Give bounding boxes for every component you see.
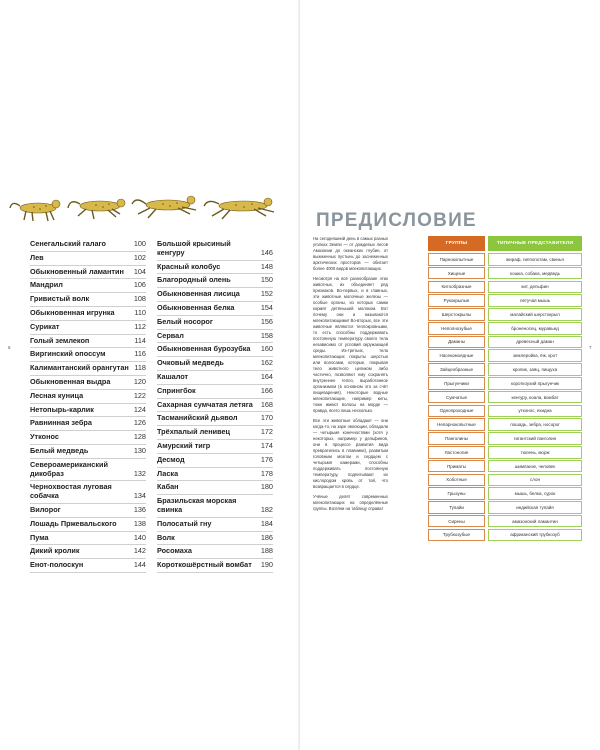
toc-entry	[30, 238, 146, 252]
toc-entry	[30, 417, 146, 431]
table-row	[428, 253, 582, 266]
toc-entry	[157, 238, 273, 261]
toc-entry	[157, 426, 273, 440]
toc-entry-name: Обыкновенная белка	[157, 302, 235, 312]
table-row	[428, 418, 582, 431]
toc-entry-name: Обыкновенная лисица	[157, 289, 240, 299]
toc-entry-page: 178	[260, 468, 273, 478]
representatives-cell: индийская тупайя	[488, 501, 582, 514]
toc-entry-page: 190	[260, 560, 273, 570]
toc-entry	[30, 532, 146, 546]
intro-paragraph: Все эти животные обладают — они когда-то, на заре эволюции, обладали — четырьмя конечностями (хотя у некоторых, например у дельфинов, они в процессе развития вида превратились в плавники), развитым головным мозгом и сердцем с четырьмя камерами, способны поддерживать постоянную температуру, подпитывают их кислородом кровь от той, что возвращается в сердце.	[313, 418, 388, 489]
group-cell: Панголины	[428, 432, 485, 445]
table-row	[428, 377, 582, 390]
representatives-cell: броненосец, муравьед	[488, 322, 582, 335]
toc-entry-page: 182	[260, 504, 273, 514]
table-row	[428, 515, 582, 528]
toc-entry-name: Тасманийский дьявол	[157, 413, 238, 423]
toc-entry	[157, 440, 273, 454]
group-cell: Прыгунчики	[428, 377, 485, 390]
group-cell: Хищные	[428, 267, 485, 280]
toc-entry-name: Красный колобус	[157, 261, 221, 271]
toc-entry	[157, 399, 273, 413]
header-representatives: ТИПИЧНЫЕ ПРЕДСТАВИТЕЛИ	[488, 236, 582, 251]
toc-entry-name: Пума	[30, 532, 49, 542]
toc-entry-page: 136	[133, 504, 146, 514]
toc-entry-page: 138	[133, 518, 146, 528]
toc-entry	[30, 335, 146, 349]
page-number-left: 6	[8, 345, 11, 350]
representatives-cell: кролик, заяц, пищуха	[488, 363, 582, 376]
toc-entry-page: 132	[133, 468, 146, 478]
cheetah-illustrations	[8, 186, 293, 226]
groups-table	[428, 236, 582, 542]
toc-entry-page: 122	[133, 390, 146, 400]
table-row	[428, 363, 582, 376]
toc-entry-page: 144	[133, 560, 146, 570]
representatives-cell: кошка, собака, медведь	[488, 267, 582, 280]
toc-entry	[30, 307, 146, 321]
table-row	[428, 432, 582, 445]
toc-entry	[157, 481, 273, 495]
table-row	[428, 294, 582, 307]
representatives-cell: землеройка, ёж, крот	[488, 349, 582, 362]
toc-entry-page: 126	[133, 418, 146, 428]
toc-entry	[30, 504, 146, 518]
toc-entry-page: 170	[260, 413, 273, 423]
representatives-cell: жираф, гиппопотам, свинья	[488, 253, 582, 266]
toc-entry-page: 180	[260, 482, 273, 492]
toc-entry	[30, 545, 146, 559]
toc-entry	[157, 454, 273, 468]
toc-entry-name: Благородный олень	[157, 275, 231, 285]
toc-entry-name: Гривистый волк	[30, 294, 90, 304]
toc-entry	[30, 321, 146, 335]
toc-entry-page: 166	[260, 385, 273, 395]
toc-entry	[30, 518, 146, 532]
representatives-cell: летучая мышь	[488, 294, 582, 307]
header-groups: ГРУППЫ	[428, 236, 485, 251]
table-row	[428, 308, 582, 321]
table-row	[428, 460, 582, 473]
table-row	[428, 336, 582, 349]
table-row	[428, 349, 582, 362]
intro-text	[313, 236, 388, 516]
table-row	[428, 322, 582, 335]
toc-entry-page: 120	[133, 376, 146, 386]
representatives-cell: мышь, белка, сурок	[488, 487, 582, 500]
toc-entry-page: 140	[133, 532, 146, 542]
group-cell: Неполнозубые	[428, 322, 485, 335]
group-cell: Сумчатые	[428, 391, 485, 404]
toc-entry-page: 110	[134, 307, 146, 317]
toc-entry	[157, 330, 273, 344]
group-cell: Ластоногие	[428, 446, 485, 459]
group-cell: Приматы	[428, 460, 485, 473]
toc-entry	[30, 348, 146, 362]
toc-entry-page: 114	[134, 335, 146, 345]
representatives-cell: кит, дельфин	[488, 281, 582, 294]
group-cell: Китообразные	[428, 281, 485, 294]
toc-entry-name: Волк	[157, 532, 175, 542]
toc-entry-page: 108	[133, 294, 146, 304]
toc-column-2	[157, 238, 273, 573]
table-row	[428, 281, 582, 294]
toc-entry-name: Обыкновенный ламантин	[30, 266, 124, 276]
page-number-right: 7	[589, 345, 592, 350]
toc-entry-name: Обыкновенная бурозубка	[157, 344, 251, 354]
toc-entry-page: 116	[134, 349, 146, 359]
toc-entry-name: Обыкновенная игрунка	[30, 307, 115, 317]
group-cell: Зайцеобразные	[428, 363, 485, 376]
representatives-cell: короткоухий прыгунчик	[488, 377, 582, 390]
toc-entry	[157, 532, 273, 546]
group-cell: Шерстокрылы	[428, 308, 485, 321]
toc-entry-name: Большой крысиный кенгуру	[157, 239, 231, 257]
toc-entry-page: 152	[260, 289, 273, 299]
toc-entry-name: Белый носорог	[157, 316, 213, 326]
toc-entry	[157, 261, 273, 275]
toc-entry-page: 184	[260, 518, 273, 528]
toc-entry-name: Сурикат	[30, 321, 60, 331]
table-row	[428, 501, 582, 514]
toc-entry-name: Росомаха	[157, 546, 192, 556]
toc-entry	[157, 545, 273, 559]
toc-entry-name: Бразильская морская свинка	[157, 496, 237, 514]
toc-entry-name: Виргинский опоссум	[30, 349, 106, 359]
representatives-cell: утконос, ехидна	[488, 405, 582, 418]
toc-entry-page: 150	[260, 275, 273, 285]
toc-entry-name: Короткошёрстный вомбат	[157, 560, 252, 570]
group-cell: Хоботные	[428, 474, 485, 487]
toc-entry	[30, 266, 146, 280]
toc-entry	[157, 302, 273, 316]
toc-entry-page: 106	[133, 280, 146, 290]
toc-entry-name: Енот-полоскун	[30, 560, 84, 570]
table-body	[428, 253, 582, 541]
toc-entry-name: Равнинная зебра	[30, 418, 92, 428]
toc-entry-name: Чернохвостая луговая собачка	[30, 482, 112, 501]
toc-entry-page: 102	[133, 252, 146, 262]
toc-entry-name: Утконос	[30, 432, 59, 442]
group-cell: Рукокрылые	[428, 294, 485, 307]
toc-entry-name: Лошадь Пржевальского	[30, 518, 117, 528]
intro-paragraph: На сегодняшний день в самых разных уголках Земли — от дождевых лесов Амазонии до океанских глубин, от выжженных пустынь до заснеженных арктических просторов — обитает более 4000 видов млекопитающих.	[313, 236, 388, 271]
toc-entry-name: Североамериканский дикобраз	[30, 459, 108, 478]
toc-entry-name: Нетопырь-карлик	[30, 404, 94, 414]
representatives-cell: слон	[488, 474, 582, 487]
toc-entry-page: 176	[260, 454, 273, 464]
toc-column-1	[30, 238, 146, 573]
toc-entry-name: Полосатый гну	[157, 518, 212, 528]
representatives-cell: шимпанзе, человек	[488, 460, 582, 473]
toc-entry	[30, 404, 146, 418]
toc-entry	[157, 316, 273, 330]
toc-entry	[30, 481, 146, 504]
group-cell: Однопроходные	[428, 405, 485, 418]
toc-entry	[157, 412, 273, 426]
table-row	[428, 267, 582, 280]
toc-entry-page: 160	[260, 344, 273, 354]
toc-entry-name: Голый землекоп	[30, 335, 90, 345]
group-cell: Тупайи	[428, 501, 485, 514]
toc-entry-name: Ласка	[157, 468, 179, 478]
toc-entry-page: 162	[260, 358, 273, 368]
representatives-cell: гигантский панголин	[488, 432, 582, 445]
representatives-cell: лошадь, зебра, носорог	[488, 418, 582, 431]
toc-entry-name: Дикий кролик	[30, 546, 80, 556]
toc-entry	[30, 376, 146, 390]
toc-entry	[30, 559, 146, 573]
toc-entry-page: 158	[260, 330, 273, 340]
toc-entry	[157, 385, 273, 399]
toc-entry-name: Кабан	[157, 482, 179, 492]
toc-entry-name: Амурский тигр	[157, 440, 211, 450]
toc-entry-page: 168	[260, 399, 273, 409]
toc-entry	[157, 343, 273, 357]
representatives-cell: малайский шерстокрыл	[488, 308, 582, 321]
toc-entry	[30, 445, 146, 459]
table-row	[428, 446, 582, 459]
group-cell: Непарнокопытные	[428, 418, 485, 431]
toc-entry	[30, 252, 146, 266]
toc-entry	[157, 371, 273, 385]
toc-entry	[157, 288, 273, 302]
intro-paragraph: Учёные делят современных млекопитающих на определённые группы. Взгляни на таблицу справа!	[313, 494, 388, 511]
toc-entry	[30, 390, 146, 404]
toc-entry-name: Сенегальский галаго	[30, 239, 106, 248]
representatives-cell: кенгуру, коала, вомбат	[488, 391, 582, 404]
toc-entry-page: 146	[260, 247, 273, 257]
toc-entry-page: 156	[260, 316, 273, 326]
right-page	[300, 0, 600, 750]
representatives-cell: тюлень, морж	[488, 446, 582, 459]
toc-entry	[157, 357, 273, 371]
toc-entry	[157, 559, 273, 573]
toc-entry	[157, 468, 273, 482]
toc-entry-page: 174	[260, 440, 273, 450]
toc-entry	[30, 459, 146, 482]
page-title: ПРЕДИСЛОВИЕ	[316, 210, 477, 231]
toc-entry-page: 130	[133, 445, 146, 455]
toc-entry-page: 100	[133, 239, 146, 248]
toc-entry-page: 118	[134, 363, 146, 373]
group-cell: Даманы	[428, 336, 485, 349]
toc-entry-name: Лев	[30, 252, 44, 262]
toc-entry	[30, 279, 146, 293]
toc-entry-page: 164	[260, 371, 273, 381]
toc-entry-name: Очковый медведь	[157, 358, 224, 368]
toc-entry-page: 134	[133, 491, 146, 501]
toc-entry-name: Обыкновенная выдра	[30, 376, 111, 386]
table-row	[428, 474, 582, 487]
intro-paragraph: Несмотря на всё разнообразие этих животных, их объединяет ряд признаков. Во-первых, и в главных, эти животные молочные железы — особые органы, из которых самки кормят детёнышей молоком. Вот почему они и называются млекопитающими! Во-вторых, все эти животные являются теплокровными, то есть способны поддерживать постоянную температуру своего тела независимо от условий окружающей среды. Из-третьих, тела млекопитающих покрыты шерстью или волосами, которые, покрывая тело животного целиком либо частично, позволяют ему сохранять внутреннее тепло, выработанное организмом (в основном это за счёт пищеварения). Некоторые водные млекопитающие, например киты, тоже имеют волосы на морде — правда, всего лишь несколько.	[313, 276, 388, 413]
group-cell: Трубкозубые	[428, 529, 485, 542]
group-cell: Грызуны	[428, 487, 485, 500]
representatives-cell: африканский трубкозуб	[488, 529, 582, 542]
toc-entry-page: 104	[133, 266, 146, 276]
toc-entry-name: Сахарная сумчатая летяга	[157, 399, 253, 409]
toc-entry-page: 142	[133, 546, 146, 556]
representatives-cell: амазонский ламантин	[488, 515, 582, 528]
toc-entry-name: Белый медведь	[30, 445, 89, 455]
toc-entry	[157, 518, 273, 532]
toc-entry	[30, 293, 146, 307]
toc-entry-name: Трёхпалый ленивец	[157, 427, 231, 437]
toc-entry-page: 172	[260, 427, 273, 437]
toc-entry	[157, 495, 273, 518]
toc-entry-page: 124	[133, 404, 146, 414]
toc-entry-page: 186	[260, 532, 273, 542]
toc-entry-name: Сервал	[157, 330, 184, 340]
toc-entry-page: 148	[260, 261, 273, 271]
toc-entry-name: Кашалот	[157, 371, 189, 381]
representatives-cell: древесный даман	[488, 336, 582, 349]
toc-entry-name: Вилорог	[30, 504, 61, 514]
table-row	[428, 487, 582, 500]
table-header	[428, 236, 582, 251]
toc-entry-name: Мандрил	[30, 280, 63, 290]
toc-entry-page: 188	[260, 546, 273, 556]
toc-entry-name: Десмод	[157, 454, 185, 464]
toc-entry	[30, 431, 146, 445]
toc-entry-name: Спрингбок	[157, 385, 196, 395]
table-row	[428, 405, 582, 418]
toc-entry	[30, 362, 146, 376]
toc-entry-page: 128	[133, 432, 146, 442]
toc-entry-name: Калимантанский орангутан	[30, 363, 129, 373]
toc-entry	[157, 274, 273, 288]
toc-entry-name: Лесная куница	[30, 390, 84, 400]
group-cell: Насекомоядные	[428, 349, 485, 362]
toc-entry-page: 154	[260, 302, 273, 312]
group-cell: Сирены	[428, 515, 485, 528]
table-row	[428, 529, 582, 542]
table-row	[428, 391, 582, 404]
toc-entry-page: 112	[134, 321, 146, 331]
group-cell: Парнокопытные	[428, 253, 485, 266]
